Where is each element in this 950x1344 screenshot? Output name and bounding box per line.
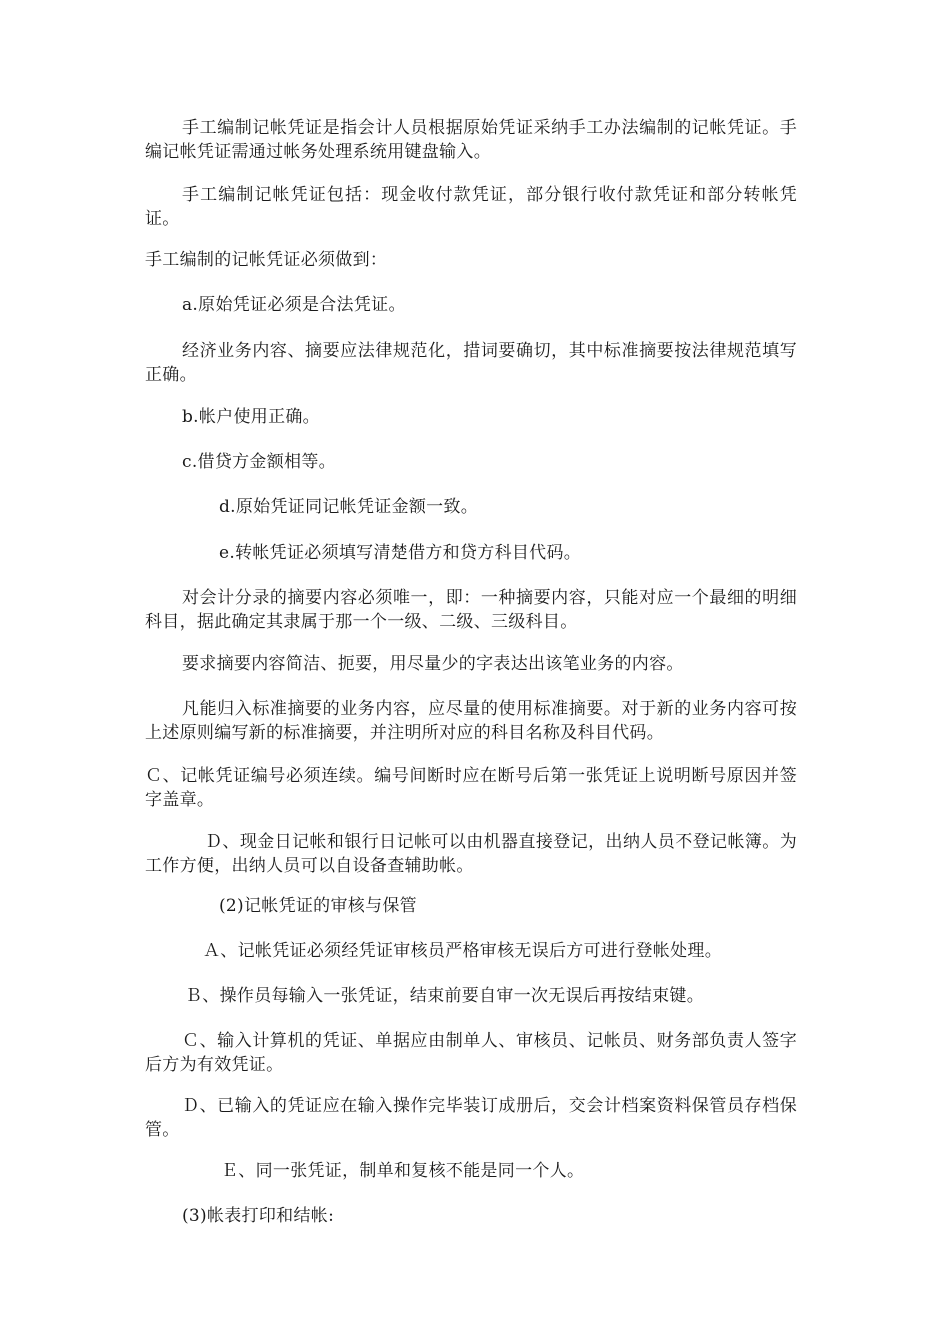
paragraph-summary-standard: 经济业务内容、摘要应法律规范化，措词要确切，其中标准摘要按法律规范填写正确。 <box>145 341 797 385</box>
paragraph-item-C-numbering: Ｃ、记帐凭证编号必须连续。编号间断时应在断号后第一张凭证上说明断号原因并签字盖章。 <box>145 766 797 810</box>
paragraph-item-D-archive: Ｄ、已输入的凭证应在输入操作完毕装订成册后，交会计档案资料保管员存档保管。 <box>145 1096 797 1140</box>
paragraph-item-A-review: Ａ、记帐凭证必须经凭证审核员严格审核无误后方可进行登帐处理。 <box>203 941 722 961</box>
section-heading-review-storage: (2)记帐凭证的审核与保管 <box>219 896 417 916</box>
paragraph-manual-voucher-definition: 手工编制记帐凭证是指会计人员根据原始凭证采纳手工办法编制的记帐凭证。手编记帐凭证需通过帐务处理系统用键盘输入。 <box>145 118 797 162</box>
paragraph-requirements-heading: 手工编制的记帐凭证必须做到： <box>145 250 388 270</box>
section-heading-print-close: (3)帐表打印和结帐: <box>182 1206 335 1226</box>
paragraph-item-B-self-check: Ｂ、操作员每输入一张凭证，结束前要自审一次无误后再按结束键。 <box>185 986 704 1006</box>
paragraph-item-b: b.帐户使用正确。 <box>182 407 320 427</box>
paragraph-item-E-separation: Ｅ、同一张凭证，制单和复核不能是同一个人。 <box>221 1161 585 1181</box>
paragraph-standard-summary-usage: 凡能归入标准摘要的业务内容，应尽量的使用标准摘要。对于新的业务内容可按上述原则编写新的标准摘要，并注明所对应的科目名称及科目代码。 <box>145 699 797 743</box>
paragraph-item-e: e.转帐凭证必须填写清楚借方和贷方科目代码。 <box>219 543 582 563</box>
paragraph-manual-voucher-types: 手工编制记帐凭证包括：现金收付款凭证，部分银行收付款凭证和部分转帐凭证。 <box>145 185 797 229</box>
paragraph-summary-unique: 对会计分录的摘要内容必须唯一，即：一种摘要内容，只能对应一个最细的明细科目，据此确定其隶属于那一个一级、二级、三级科目。 <box>145 588 797 632</box>
paragraph-summary-concise: 要求摘要内容简洁、扼要，用尽量少的字表达出该笔业务的内容。 <box>182 654 684 674</box>
paragraph-item-a: a.原始凭证必须是合法凭证。 <box>182 295 406 315</box>
paragraph-item-D-journal: Ｄ、现金日记帐和银行日记帐可以由机器直接登记，出纳人员不登记帐簿。为工作方便，出纳人员可以自设备查辅助帐。 <box>145 832 797 876</box>
paragraph-item-d: d.原始凭证同记帐凭证金额一致。 <box>219 497 479 517</box>
paragraph-item-c: c.借贷方金额相等。 <box>182 452 336 472</box>
paragraph-item-C-signatures: Ｃ、输入计算机的凭证、单据应由制单人、审核员、记帐员、财务部负责人签字后方为有效凭证。 <box>145 1031 797 1075</box>
